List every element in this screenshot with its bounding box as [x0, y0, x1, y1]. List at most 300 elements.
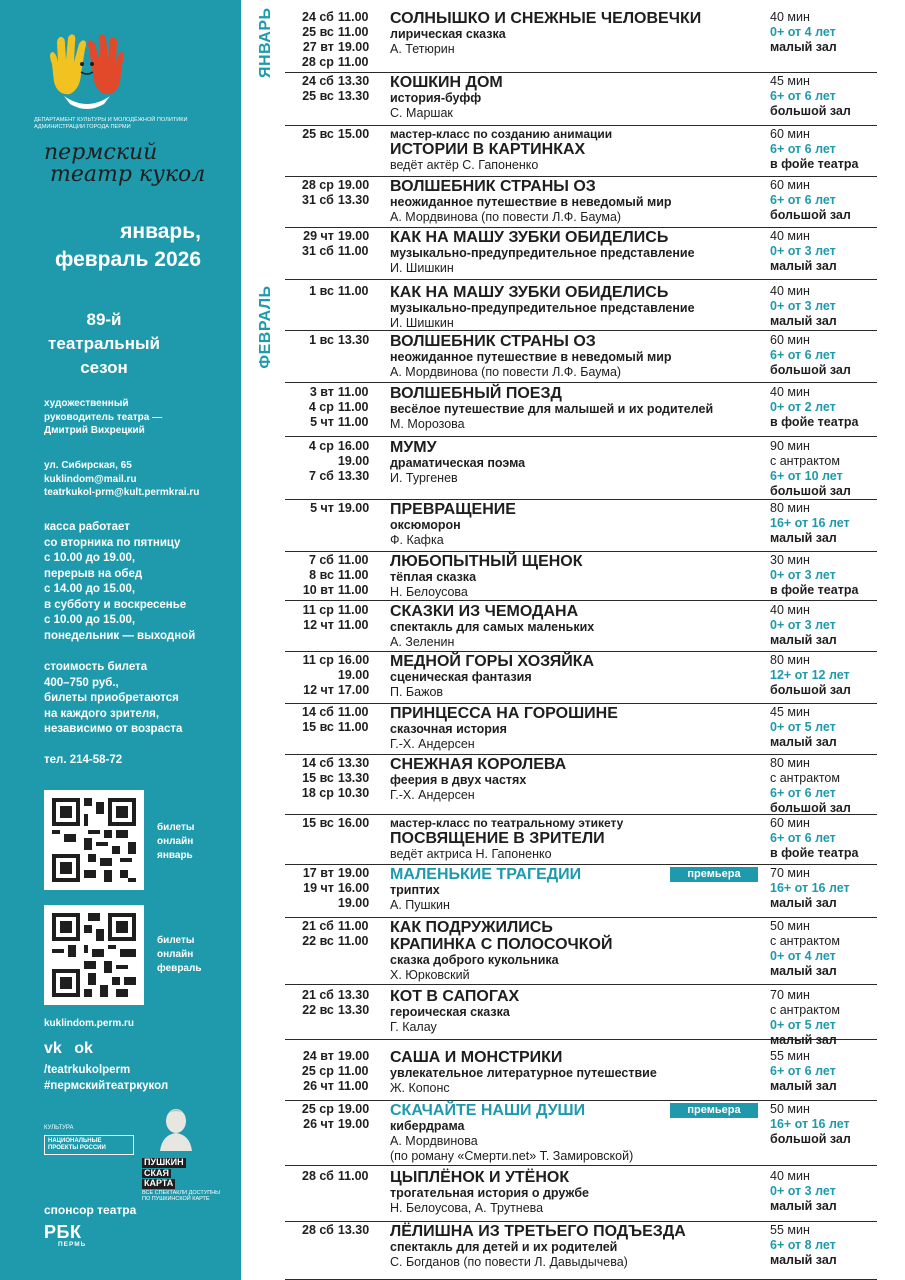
- event-intermission: с антрактом: [770, 1003, 840, 1017]
- event-dates: [285, 653, 377, 698]
- event-author: ведёт актриса Н. Гапоненко: [390, 847, 552, 861]
- pushkin-word: СКАЯ: [144, 1167, 169, 1178]
- event-hall: малый зал: [770, 964, 837, 978]
- event-title[interactable]: СНЕЖНАЯ КОРОЛЕВА: [390, 756, 567, 773]
- date-time: [285, 771, 377, 786]
- event-time: 13.30: [337, 74, 370, 88]
- box-office-hours: [44, 520, 195, 644]
- event-title[interactable]: ВОЛШЕБНЫЙ ПОЕЗД: [390, 385, 562, 402]
- event-hall: малый зал: [770, 1253, 837, 1267]
- event-author: Г.-Х. Андерсен: [390, 737, 475, 751]
- event-date: [285, 668, 338, 683]
- month-label-february: [251, 282, 281, 372]
- event-date: 28 сб: [302, 1169, 334, 1183]
- vk-handle-link[interactable]: /teatrkukolperm: [44, 1064, 131, 1076]
- event-dates: [285, 988, 377, 1018]
- event-duration: 40 мин: [770, 229, 810, 243]
- event-age: 6+ от 6 лет: [770, 193, 836, 207]
- date-time: [285, 1064, 377, 1079]
- date-time: [285, 553, 377, 568]
- event-info: [390, 919, 762, 983]
- event-time: 17.00: [337, 683, 370, 697]
- event-title[interactable]: ЛЮБОПЫТНЫЙ ЩЕНОК: [390, 553, 583, 570]
- event-info: [390, 385, 762, 432]
- event-title[interactable]: МУМУ: [390, 439, 437, 456]
- event-hall: большой зал: [770, 801, 851, 815]
- event-title[interactable]: КОШКИН ДОМ: [390, 74, 503, 91]
- event-title[interactable]: ВОЛШЕБНИК СТРАНЫ ОЗ: [390, 178, 596, 195]
- qr-label-line: билеты: [157, 822, 195, 833]
- event-time: 16.00: [337, 653, 370, 667]
- qr-code-january[interactable]: [44, 790, 144, 890]
- date-time: [285, 127, 377, 142]
- event-hall: в фойе театра: [770, 157, 859, 171]
- event-genre: сценическая фантазия: [390, 670, 532, 684]
- event-info: [390, 229, 762, 276]
- event-row[interactable]: [285, 756, 877, 815]
- event-author: Г. Калау: [390, 1020, 437, 1034]
- event-date: 17 вт: [302, 866, 334, 880]
- date-time: [285, 756, 377, 771]
- director-info: [44, 397, 162, 438]
- event-author: ведёт актёр С. Гапоненко: [390, 158, 539, 172]
- hashtag: #пермскийтеатркукол: [44, 1079, 169, 1092]
- event-title[interactable]: КАК НА МАШУ ЗУБКИ ОБИДЕЛИСЬ: [390, 229, 669, 246]
- event-title[interactable]: СКАЧАЙТЕ НАШИ ДУШИ: [390, 1102, 586, 1119]
- event-title[interactable]: КРАПИНКА С ПОЛОСОЧКОЙ: [390, 936, 613, 953]
- event-info: [390, 127, 762, 173]
- event-intermission: с антрактом: [770, 934, 840, 948]
- event-title[interactable]: ЛЁЛИШНА ИЗ ТРЕТЬЕГО ПОДЪЕЗДА: [390, 1223, 686, 1240]
- event-time: 11.00: [337, 400, 369, 414]
- event-info: [390, 603, 762, 650]
- event-row[interactable]: [285, 1102, 877, 1166]
- season-line: сезон: [80, 358, 128, 377]
- event-duration: 30 мин: [770, 553, 810, 567]
- premiere-badge: премьера: [670, 867, 758, 882]
- event-age: 0+ от 3 лет: [770, 1184, 836, 1198]
- director-line: художественный: [44, 398, 129, 409]
- date-time: [285, 683, 377, 698]
- event-title[interactable]: КОТ В САПОГАХ: [390, 988, 520, 1005]
- event-time: 19.00: [337, 40, 370, 54]
- event-date: 4 ср: [308, 439, 334, 453]
- event-age: 0+ от 5 лет: [770, 1018, 836, 1032]
- event-title[interactable]: КАК ПОДРУЖИЛИСЬ: [390, 919, 553, 936]
- date-time: [285, 583, 377, 598]
- period-line: январь,: [120, 220, 201, 243]
- event-genre: музыкально-предупредительное представление: [390, 301, 695, 315]
- event-genre: спектакль для детей и их родителей: [390, 1240, 618, 1254]
- event-date: 14 сб: [302, 705, 334, 719]
- event-time: 16.00: [337, 439, 370, 453]
- event-row[interactable]: [285, 553, 877, 601]
- rbk-city: ПЕРМЬ: [58, 1241, 87, 1248]
- event-dates: [285, 756, 377, 801]
- hours-line: со вторника по пятницу: [44, 536, 181, 549]
- event-author: А. Мордвинова (по повести Л.Ф. Баума): [390, 210, 622, 224]
- event-title[interactable]: ПРИНЦЕССА НА ГОРОШИНЕ: [390, 705, 618, 722]
- event-row[interactable]: [285, 229, 877, 280]
- date-time: [285, 866, 377, 881]
- event-row[interactable]: [285, 501, 877, 552]
- event-dates: [285, 1223, 377, 1238]
- date-time: [285, 816, 377, 831]
- director-line: руководитель театра —: [44, 411, 163, 423]
- date-time: [285, 1003, 377, 1018]
- event-genre: героическая сказка: [390, 1005, 510, 1019]
- event-meta: [770, 1223, 880, 1268]
- qr-label-line: билеты: [157, 935, 195, 946]
- event-row[interactable]: [285, 816, 877, 865]
- event-time: 11.00: [337, 385, 369, 399]
- date-time: [285, 193, 377, 208]
- event-author: Ж. Копонс: [390, 1081, 450, 1095]
- event-time: 19.00: [337, 178, 370, 192]
- event-hall: большой зал: [770, 104, 851, 118]
- event-date: 22 вс: [302, 1003, 334, 1017]
- event-date: 4 ср: [308, 400, 334, 414]
- social-icons: [44, 1040, 101, 1058]
- event-hall: малый зал: [770, 1199, 837, 1213]
- event-info: [390, 74, 762, 121]
- event-row[interactable]: [285, 127, 877, 177]
- event-hall: большой зал: [770, 1132, 851, 1146]
- event-meta: [770, 385, 880, 430]
- event-time: 11.00: [337, 415, 369, 429]
- date-time: [285, 1049, 377, 1064]
- event-genre: феерия в двух частях: [390, 773, 527, 787]
- event-row[interactable]: [285, 10, 877, 73]
- event-hall: большой зал: [770, 363, 851, 377]
- premiere-badge: премьера: [670, 1103, 758, 1118]
- event-author: А. Мордвинова: [390, 1134, 478, 1148]
- event-author: А. Тетюрин: [390, 42, 455, 56]
- event-date: [285, 896, 338, 911]
- event-genre: лирическая сказка: [390, 27, 506, 41]
- event-author: М. Морозова: [390, 417, 465, 431]
- event-genre: спектакль для самых маленьких: [390, 620, 595, 634]
- date-time: [285, 786, 377, 801]
- event-meta: [770, 229, 880, 274]
- event-author: И. Шишкин: [390, 316, 454, 330]
- qr-label-line: февраль: [157, 963, 202, 974]
- event-meta: [770, 756, 880, 816]
- website-link[interactable]: kuklindom.perm.ru: [44, 1018, 135, 1029]
- culture-label: КУЛЬТУРА: [44, 1125, 74, 1131]
- event-age: 16+ от 16 лет: [770, 1117, 850, 1131]
- event-date: 28 сб: [302, 1223, 334, 1237]
- event-age: 6+ от 6 лет: [770, 786, 836, 800]
- sponsor-label: спонсор театра: [44, 1203, 137, 1217]
- event-author: И. Шишкин: [390, 261, 454, 275]
- event-dates: [285, 333, 377, 348]
- event-meta: [770, 1169, 880, 1214]
- event-genre: история-буфф: [390, 91, 482, 105]
- event-author: Н. Белоусова, А. Трутнева: [390, 1201, 544, 1215]
- event-duration: 55 мин: [770, 1223, 810, 1237]
- event-age: 0+ от 2 лет: [770, 400, 836, 414]
- qr-code-february[interactable]: [44, 905, 144, 1005]
- event-time: 11.00: [337, 25, 369, 39]
- event-age: 12+ от 12 лет: [770, 668, 850, 682]
- date-time: [285, 618, 377, 633]
- event-date: 28 ср: [301, 55, 334, 69]
- event-row[interactable]: [285, 284, 877, 331]
- event-author: А. Мордвинова (по повести Л.Ф. Баума): [390, 365, 622, 379]
- event-row[interactable]: [285, 439, 877, 500]
- event-date: 24 вт: [302, 1049, 334, 1063]
- date-time: [285, 454, 377, 469]
- event-author: П. Бажов: [390, 685, 444, 699]
- event-author: А. Зеленин: [390, 635, 455, 649]
- qr-label-line: онлайн: [157, 949, 194, 960]
- event-author: Х. Юрковский: [390, 968, 470, 982]
- date-time: [285, 1117, 377, 1132]
- event-age: 0+ от 4 лет: [770, 949, 836, 963]
- event-row[interactable]: [285, 178, 877, 228]
- event-time: 13.30: [337, 469, 370, 483]
- event-meta: [770, 816, 880, 861]
- event-author: С. Богданов (по повести Л. Давыдычева): [390, 1255, 628, 1269]
- event-title[interactable]: ИСТОРИИ В КАРТИНКАХ: [390, 141, 586, 158]
- event-hall: малый зал: [770, 633, 837, 647]
- event-meta: [770, 553, 880, 598]
- event-time: 13.30: [337, 1003, 370, 1017]
- event-row[interactable]: [285, 866, 877, 918]
- event-time: 19.00: [337, 896, 370, 910]
- event-time: 11.00: [337, 284, 369, 298]
- event-time: 11.00: [337, 55, 369, 69]
- hours-line: в субботу и воскресенье: [44, 598, 187, 611]
- hours-line: перерыв на обед: [44, 567, 143, 580]
- event-time: 11.00: [337, 244, 369, 258]
- department-caption: ДЕПАРТАМЕНТ КУЛЬТУРЫ И МОЛОДЁЖНОЙ ПОЛИТИКИ АДМИНИСТРАЦИИ ГОРОДА ПЕРМИ: [34, 117, 188, 130]
- event-age: 6+ от 10 лет: [770, 469, 843, 483]
- event-date: 8 вс: [309, 568, 334, 582]
- event-row[interactable]: [285, 988, 877, 1047]
- event-intermission: с антрактом: [770, 771, 840, 785]
- event-time: 11.00: [337, 1064, 369, 1078]
- qr-label-january: [157, 821, 194, 863]
- event-hall: большой зал: [770, 208, 851, 222]
- qr-code-icon: [52, 913, 136, 997]
- event-time: 13.30: [337, 333, 370, 347]
- event-time: 13.30: [337, 89, 370, 103]
- event-date: 18 ср: [301, 786, 334, 800]
- event-dates: [285, 705, 377, 735]
- event-date: 29 чт: [303, 229, 334, 243]
- date-time: [285, 244, 377, 259]
- event-duration: 80 мин: [770, 653, 810, 667]
- email-link[interactable]: kuklindom@mail.ru: [44, 473, 137, 485]
- event-meta: [770, 501, 880, 546]
- event-date: 1 вс: [309, 333, 334, 347]
- event-time: 19.00: [337, 1117, 370, 1131]
- event-date: 10 вт: [302, 583, 334, 597]
- event-date: 1 вс: [309, 284, 334, 298]
- event-time: 13.30: [337, 756, 370, 770]
- event-info: [390, 501, 762, 548]
- event-age: 0+ от 3 лет: [770, 244, 836, 258]
- ticket-price: [44, 660, 182, 738]
- event-date: 28 ср: [301, 178, 334, 192]
- event-duration: 90 мин: [770, 439, 810, 453]
- event-time: 11.00: [337, 934, 369, 948]
- event-author: Ф. Кафка: [390, 533, 444, 547]
- event-age: 6+ от 6 лет: [770, 1064, 836, 1078]
- event-row[interactable]: [285, 705, 877, 755]
- event-dates: [285, 284, 377, 299]
- national-projects-logo: [44, 1125, 134, 1155]
- rbk-name: РБК: [44, 1222, 82, 1242]
- event-title[interactable]: СОЛНЫШКО И СНЕЖНЫЕ ЧЕЛОВЕЧКИ: [390, 10, 702, 27]
- date-time: [285, 501, 377, 516]
- event-title[interactable]: ПОСВЯЩЕНИЕ В ЗРИТЕЛИ: [390, 830, 605, 847]
- event-info: [390, 988, 762, 1035]
- vk-icon[interactable]: vk: [44, 1040, 62, 1057]
- date-time: [285, 1169, 377, 1184]
- sidebar: [0, 0, 241, 1280]
- event-date: 11 ср: [302, 653, 334, 667]
- event-dates: [285, 816, 377, 831]
- event-date: 25 вс: [302, 25, 334, 39]
- pushkin-word: ПУШКИН: [144, 1157, 184, 1167]
- event-genre: трогательная история о дружбе: [390, 1186, 589, 1200]
- event-genre: сказочная история: [390, 722, 507, 736]
- price-line: стоимость билета: [44, 661, 148, 673]
- event-dates: [285, 385, 377, 430]
- event-genre: весёлое путешествие для малышей и их родителей: [390, 402, 714, 416]
- event-time: 19.00: [337, 1102, 370, 1116]
- address: ул. Сибирская, 65: [44, 460, 132, 471]
- date-time: [285, 934, 377, 949]
- event-time: 10.30: [337, 786, 370, 800]
- event-time: 19.00: [337, 501, 370, 515]
- event-info: [390, 178, 762, 225]
- event-row[interactable]: [285, 919, 877, 985]
- event-genre: кибердрама: [390, 1119, 465, 1133]
- event-info: [390, 553, 762, 600]
- contacts: [44, 459, 199, 500]
- event-dates: [285, 1102, 377, 1132]
- event-row[interactable]: [285, 603, 877, 652]
- event-row[interactable]: [285, 333, 877, 383]
- event-hall: малый зал: [770, 531, 837, 545]
- event-genre: увлекательное литературное путешествие: [390, 1066, 657, 1080]
- event-date: 21 сб: [302, 919, 334, 933]
- date-time: [285, 705, 377, 720]
- hours-line: с 10.00 до 19.00,: [44, 552, 136, 564]
- event-title[interactable]: МАЛЕНЬКИЕ ТРАГЕДИИ: [390, 866, 582, 883]
- event-age: 6+ от 6 лет: [770, 831, 836, 845]
- event-meta: [770, 439, 880, 499]
- event-hall: в фойе театра: [770, 583, 859, 597]
- date-time: [285, 55, 377, 70]
- event-time: 11.00: [337, 10, 369, 24]
- date-time: [285, 668, 377, 683]
- event-date: 24 сб: [302, 10, 334, 24]
- date-time: [285, 439, 377, 454]
- date-time: [285, 720, 377, 735]
- event-title[interactable]: ПРЕВРАЩЕНИЕ: [390, 501, 516, 518]
- event-time: 19.00: [337, 668, 370, 682]
- event-genre: музыкально-предупредительное представление: [390, 246, 695, 260]
- event-date: 7 сб: [308, 553, 334, 567]
- date-time: [285, 400, 377, 415]
- qr-code-icon: [52, 798, 136, 882]
- date-time: [285, 415, 377, 430]
- event-hall: большой зал: [770, 484, 851, 498]
- event-age: 0+ от 4 лет: [770, 25, 836, 39]
- event-genre: драматическая поэма: [390, 456, 526, 470]
- event-date: 12 чт: [303, 683, 334, 697]
- event-duration: 70 мин: [770, 866, 810, 880]
- event-date: 31 сб: [302, 193, 334, 207]
- event-date: 26 чт: [303, 1117, 334, 1131]
- period-title: [44, 218, 201, 274]
- event-age: 16+ от 16 лет: [770, 516, 850, 530]
- event-meta: [770, 10, 880, 55]
- event-dates: [285, 919, 377, 949]
- event-dates: [285, 501, 377, 516]
- event-title[interactable]: МЕДНОЙ ГОРЫ ХОЗЯЙКА: [390, 653, 595, 670]
- pushkin-bust-icon: [152, 1105, 200, 1153]
- event-row[interactable]: [285, 653, 877, 704]
- event-title[interactable]: КАК НА МАШУ ЗУБКИ ОБИДЕЛИСЬ: [390, 284, 669, 301]
- event-info: [390, 333, 762, 380]
- event-title[interactable]: СКАЗКИ ИЗ ЧЕМОДАНА: [390, 603, 579, 620]
- event-meta: [770, 866, 880, 911]
- pushkin-word: КАРТА: [144, 1178, 174, 1188]
- date-time: [285, 919, 377, 934]
- director-line: Дмитрий Вихрецкий: [44, 425, 145, 436]
- event-pretitle: мастер-класс по театральному этикету: [390, 816, 624, 830]
- price-line: независимо от возраста: [44, 723, 183, 735]
- event-meta: [770, 1049, 880, 1094]
- event-date: 24 сб: [302, 74, 334, 88]
- event-row[interactable]: [285, 1223, 877, 1280]
- event-hall: малый зал: [770, 314, 837, 328]
- event-author: А. Пушкин: [390, 898, 450, 912]
- event-title[interactable]: САША И МОНСТРИКИ: [390, 1049, 563, 1066]
- event-date: 12 чт: [303, 618, 334, 632]
- event-time: 13.30: [337, 771, 370, 785]
- event-row[interactable]: [285, 1169, 877, 1222]
- event-genre: тёплая сказка: [390, 570, 477, 584]
- theatre-brand: [44, 142, 205, 186]
- event-age: 16+ от 16 лет: [770, 881, 850, 895]
- event-time: 11.00: [337, 1169, 369, 1183]
- event-duration: 40 мин: [770, 603, 810, 617]
- hours-line: понедельник — выходной: [44, 629, 196, 642]
- ok-icon[interactable]: ok: [74, 1040, 93, 1057]
- event-title[interactable]: ВОЛШЕБНИК СТРАНЫ ОЗ: [390, 333, 596, 350]
- event-row[interactable]: [285, 1049, 877, 1101]
- event-dates: [285, 553, 377, 598]
- email-link[interactable]: teatrkukol-prm@kult.permkrai.ru: [44, 487, 200, 498]
- event-dates: [285, 1169, 377, 1184]
- event-row[interactable]: [285, 74, 877, 126]
- season-line: 89-й: [86, 310, 122, 329]
- event-title[interactable]: ЦЫПЛЁНОК И УТЁНОК: [390, 1169, 570, 1186]
- hours-line: с 10.00 до 15.00,: [44, 614, 136, 626]
- event-row[interactable]: [285, 385, 877, 437]
- phone[interactable]: тел. 214-58-72: [44, 754, 123, 766]
- event-genre: сказка доброго кукольника: [390, 953, 559, 967]
- period-line: февраль 2026: [55, 248, 201, 271]
- event-time: 19.00: [337, 866, 370, 880]
